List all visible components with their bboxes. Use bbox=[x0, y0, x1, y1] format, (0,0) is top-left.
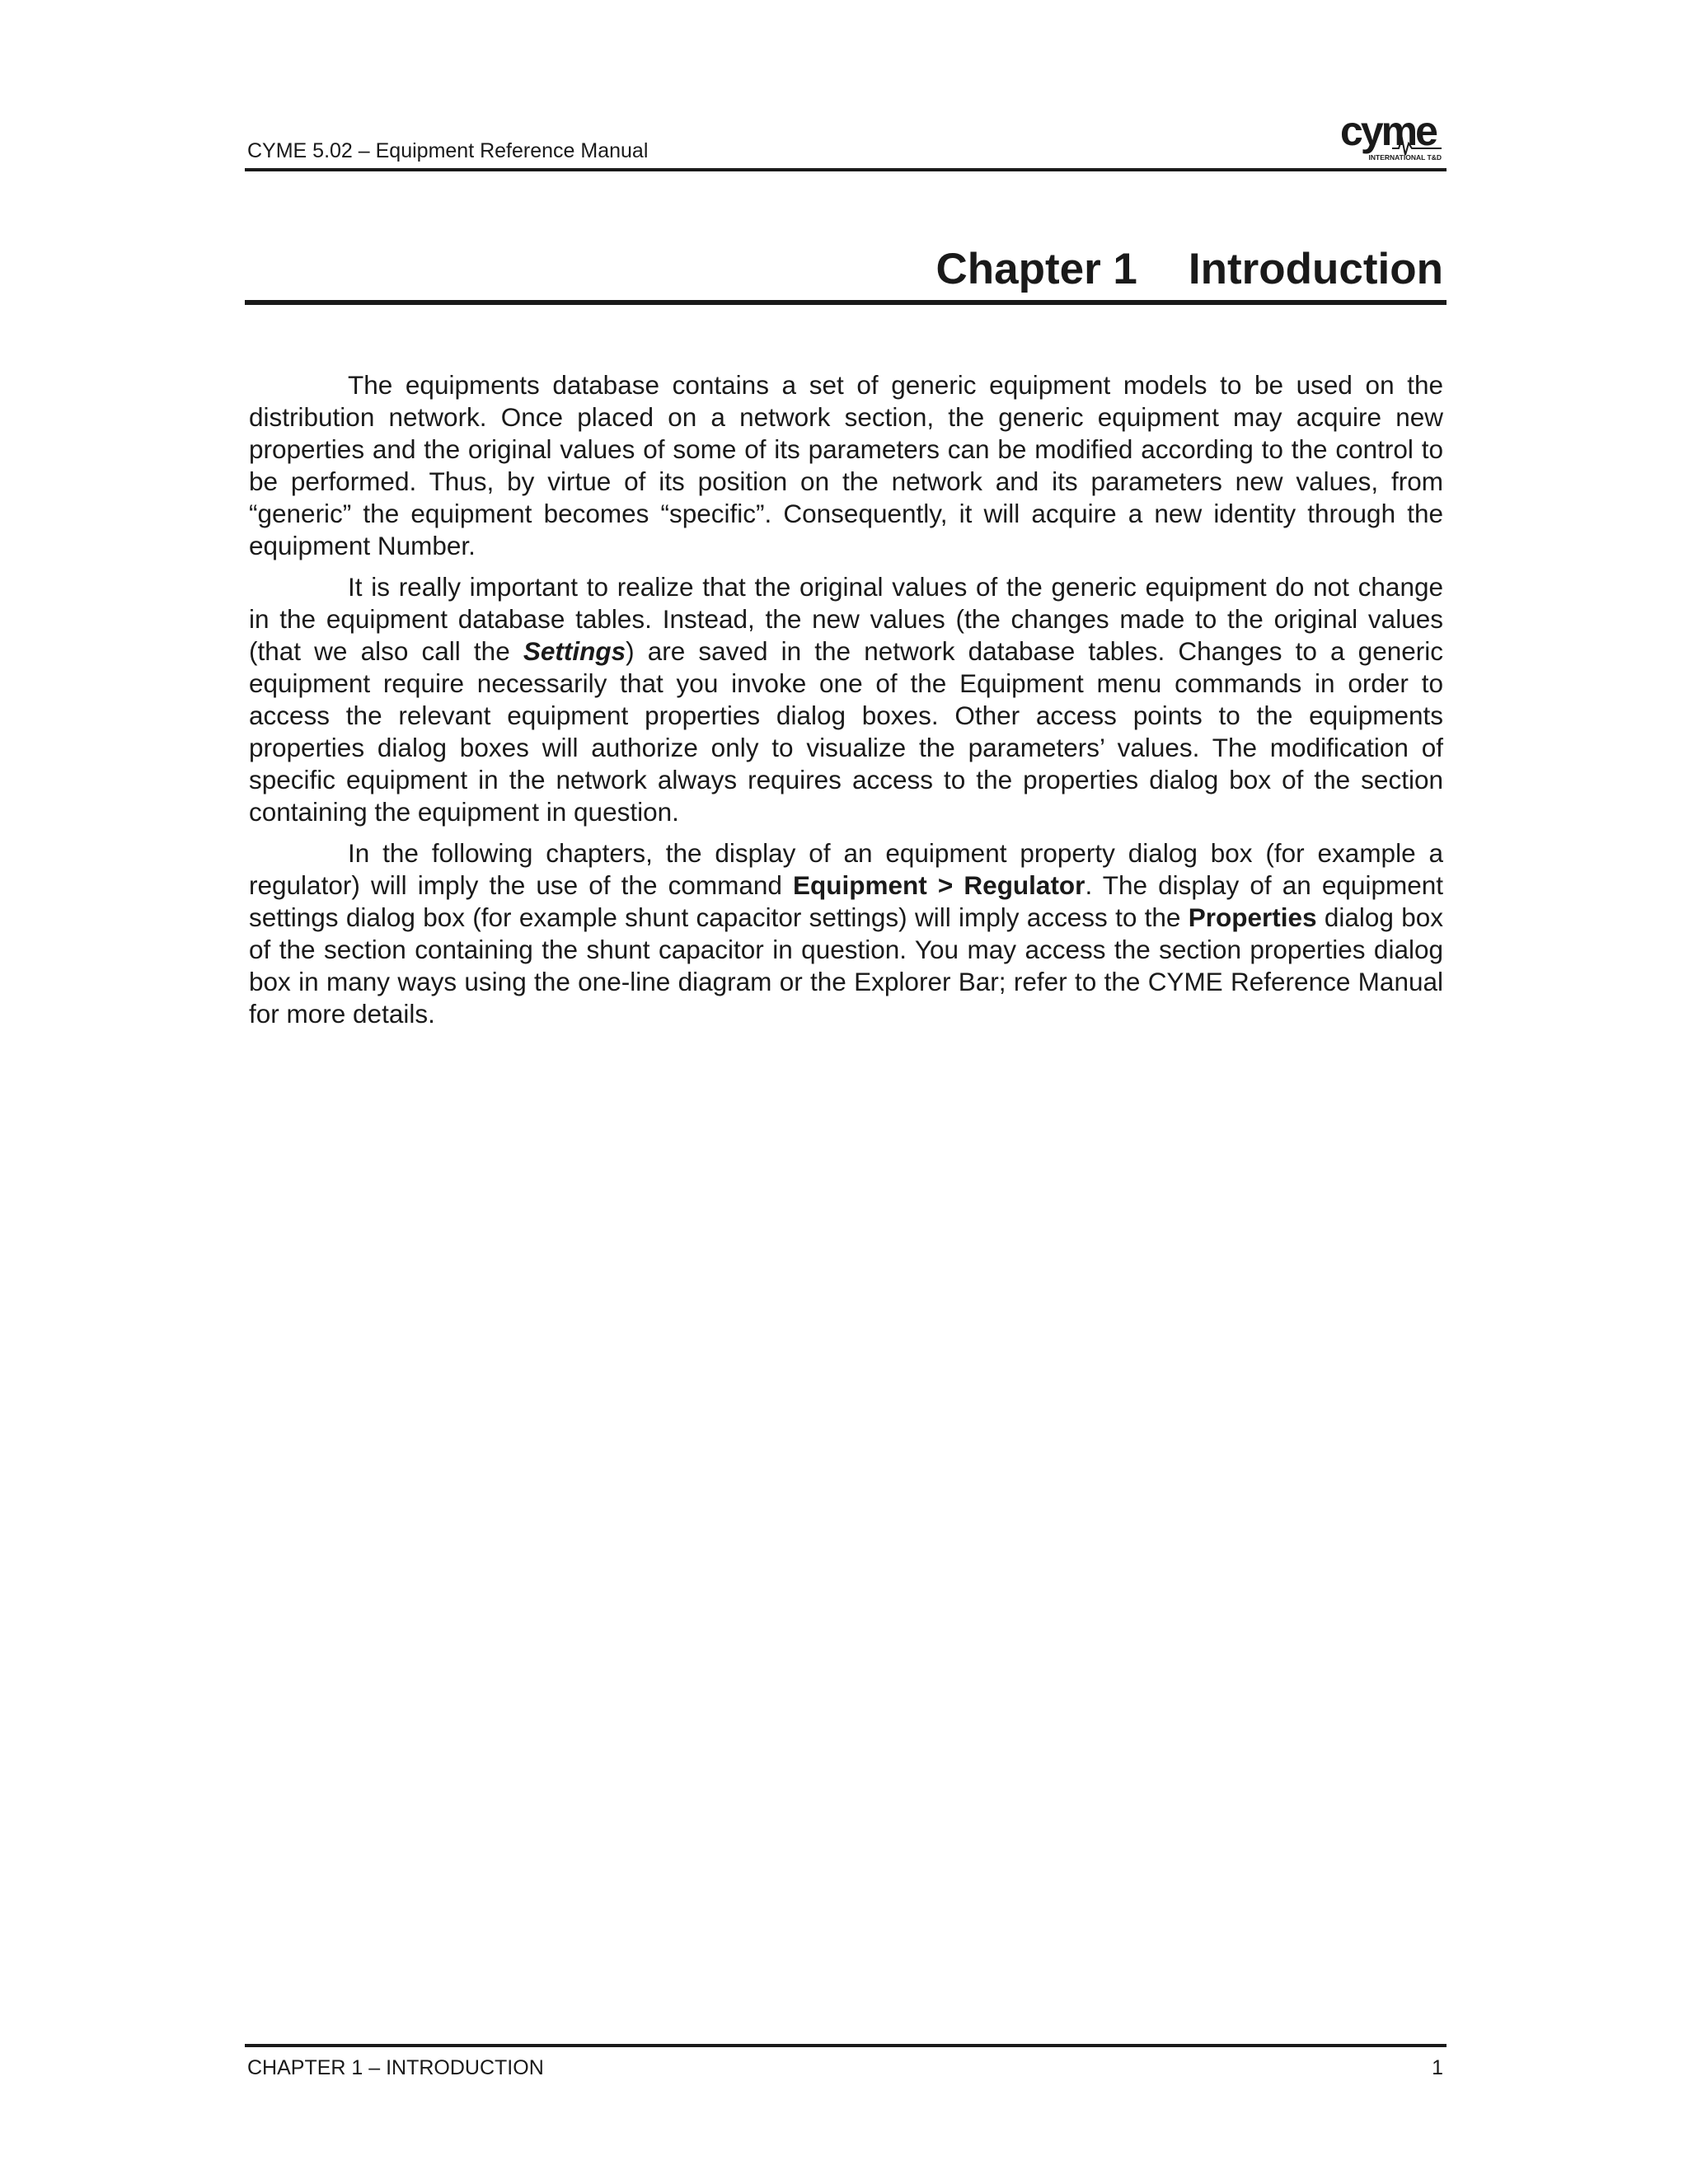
paragraph-1-text: The equipments database contains a set of generic equipment models to be used on the distribution network. Once placed on a network section, the generic equipment may acquire new properties and the original values of some of its parameters can be modified according to the control to be performed. Thus, by virtue of its position on the network and its parameters new values, from “generic” the equipment becomes “specific”. Consequently, it will acquire a new identity through the equipment Number. bbox=[249, 370, 1443, 560]
chapter-name: Introduction bbox=[1188, 245, 1443, 293]
svg-text:INTERNATIONAL T&D: INTERNATIONAL T&D bbox=[1368, 153, 1442, 162]
footer-chapter-label: CHAPTER 1 – INTRODUCTION bbox=[247, 2056, 544, 2079]
paragraph-1 bbox=[249, 369, 1443, 562]
paragraph-3-text-c: dialog box of the section containing the shunt capacitor in question. You may access the section properties dialog box in many ways using the one-line diagram or the Explorer Bar; refer to the CYME Reference Manual for more details. bbox=[249, 902, 1443, 1029]
chapter-title bbox=[935, 244, 1443, 295]
paragraph-2-text-b: ) are saved in the network database tables. Changes to a generic equipment require necessarily that you invoke one of the Equipment menu commands in order to access the relevant equipment properties dialog boxes. Other access points to the equipments properties dialog boxes will authorize only to visualize the parameters’ values. The modification of specific equipment in the network always requires access to the properties dialog box of the section containing the equipment in question. bbox=[249, 636, 1443, 827]
chapter-heading bbox=[245, 239, 1447, 305]
paragraph-2 bbox=[249, 571, 1443, 828]
paragraph-2-text-a: It is really important to realize that the original values of the generic equipment do not change in the equipment database tables. Instead, the new values (the changes made to the original values (that we also call the bbox=[249, 572, 1443, 666]
body-text bbox=[249, 369, 1443, 1039]
cyme-logo bbox=[1333, 112, 1443, 163]
paragraph-3-text-a: In the following chapters, the display of an equipment property dialog box (for example a regulator) will imply the use of the command bbox=[249, 838, 1443, 900]
header-title: CYME 5.02 – Equipment Reference Manual bbox=[247, 139, 649, 162]
svg-text:cyme: cyme bbox=[1340, 112, 1436, 154]
regulator-command: Equipment > Regulator bbox=[793, 870, 1085, 900]
header-rule bbox=[245, 168, 1447, 171]
chapter-rule bbox=[245, 300, 1447, 305]
paragraph-3-text-b: . The display of an equipment settings dialog box (for example shunt capacitor settings) will imply access to the bbox=[249, 870, 1443, 932]
paragraph-3 bbox=[249, 837, 1443, 1030]
page-number: 1 bbox=[1432, 2056, 1443, 2079]
settings-term: Settings bbox=[523, 636, 626, 666]
chapter-number: Chapter 1 bbox=[935, 245, 1137, 293]
footer-rule bbox=[245, 2044, 1447, 2047]
properties-term: Properties bbox=[1188, 902, 1317, 932]
page-footer bbox=[245, 2044, 1447, 2085]
page-header bbox=[245, 109, 1447, 171]
